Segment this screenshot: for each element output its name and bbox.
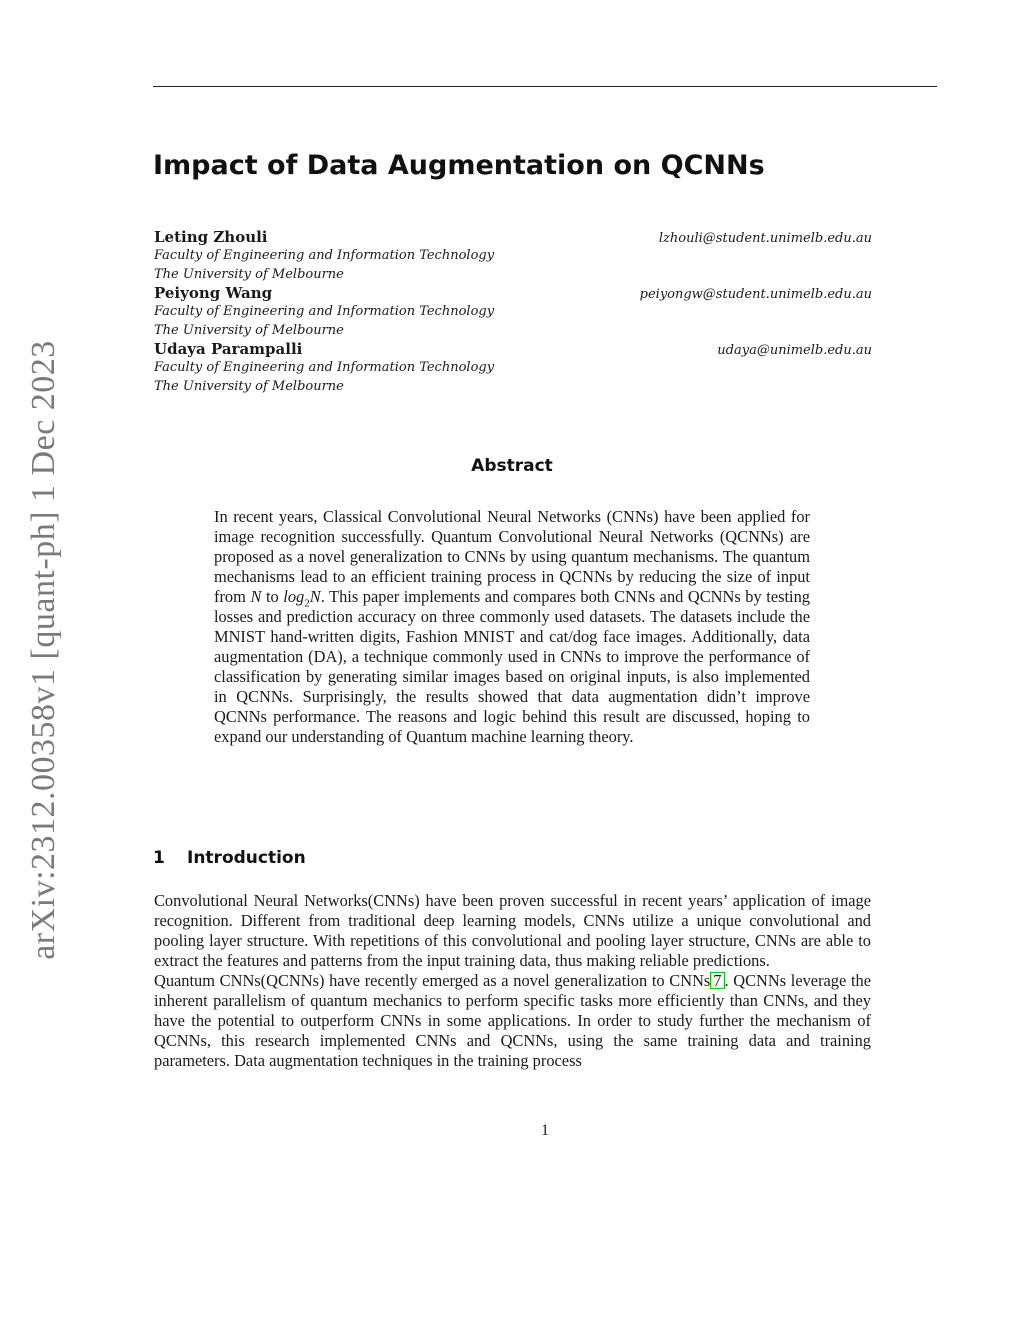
author-name: Peiyong Wang <box>154 284 273 302</box>
paper-title: Impact of Data Augmentation on QCNNs <box>153 150 765 181</box>
author-faculty: Faculty of Engineering and Information Technology <box>154 248 495 263</box>
author-block <box>154 228 872 396</box>
math-log: log <box>283 587 305 606</box>
abstract-to-word: to <box>265 587 279 606</box>
section-heading-introduction <box>153 848 306 868</box>
math-log-expression <box>283 587 321 610</box>
abstract-text-part1: In recent years, Classical Convolutional Neural Networks (CNNs) have been applied for image recognition successfully. Quantum Convolutional Neural Networks (QCNNs) are proposed as a novel generalization to CNNs by using quantum mechanisms. The quantum mechanisms lead to an efficient training process in QCNNs by reducing the size of input from <box>214 507 810 606</box>
author-email[interactable]: udaya@unimelb.edu.au <box>717 343 872 358</box>
author-university: The University of Melbourne <box>154 322 344 338</box>
math-log-base: 2 <box>304 597 310 610</box>
citation-link[interactable]: 7 <box>710 972 724 989</box>
intro-paragraph-2 <box>154 971 871 1071</box>
page-number: 1 <box>541 1122 549 1139</box>
author-email[interactable]: lzhouli@student.unimelb.edu.au <box>658 231 872 246</box>
math-variable-n2: N <box>309 587 321 606</box>
intro-paragraph-1: Convolutional Neural Networks(CNNs) have been proven successful in recent years’ application of image recognition. Different from traditional deep learning models, CNNs utilize a unique convolutional and pooling layer structure. With repetitions of this convolutional and pooling layer structure, CNNs are able to extract the features and patterns from the input training data, thus making reliable predictions. <box>154 891 871 970</box>
abstract-text-part2: . This paper implements and compares both CNNs and QCNNs by testing losses and prediction accuracy on three commonly used datasets. The datasets include the MNIST hand-written digits, Fashion MNIST and cat/dog face images. Additionally, data augmentation (DA), a technique commonly used in CNNs to improve the performance of classification by generating similar images based on original inputs, is also implemented in QCNNs. Surprisingly, the results showed that data augmentation didn’t improve QCNNs performance. The reasons and logic behind this result are discussed, hoping to expand our understanding of Quantum machine learning theory. <box>214 587 810 746</box>
abstract-text <box>214 507 810 747</box>
author-university: The University of Melbourne <box>154 378 344 394</box>
author-entry <box>154 340 872 396</box>
section-title: Introduction <box>187 848 306 868</box>
author-entry <box>154 284 872 340</box>
intro-paragraph-2-rest: . QCNNs leverage the inherent parallelism of quantum mechanics to perform specific tasks more efficiently than CNNs, and they have the potential to outperform CNNs in some applications. In order to study further the mechanism of QCNNs, this research implemented CNNs and QCNNs, using the same training data and training parameters. Data augmentation techniques in the training process <box>154 971 871 1070</box>
author-email[interactable]: peiyongw@student.unimelb.edu.au <box>639 287 872 302</box>
author-faculty: Faculty of Engineering and Information Technology <box>154 360 495 375</box>
abstract-heading: Abstract <box>471 456 553 476</box>
author-name: Udaya Parampalli <box>154 340 303 358</box>
arxiv-identifier-stamp: arXiv:2312.00358v1 [quant-ph] 1 Dec 2023 <box>25 340 62 960</box>
math-variable-n: N <box>250 587 262 606</box>
author-faculty: Faculty of Engineering and Information Technology <box>154 304 495 319</box>
introduction-body <box>154 891 871 1071</box>
header-rule <box>153 86 937 87</box>
section-number: 1 <box>153 848 165 868</box>
author-university: The University of Melbourne <box>154 266 344 282</box>
author-name: Leting Zhouli <box>154 228 268 246</box>
author-entry <box>154 228 872 284</box>
intro-paragraph-2-start: Quantum CNNs(QCNNs) have recently emerged as a novel generalization to CNNs <box>154 971 711 990</box>
